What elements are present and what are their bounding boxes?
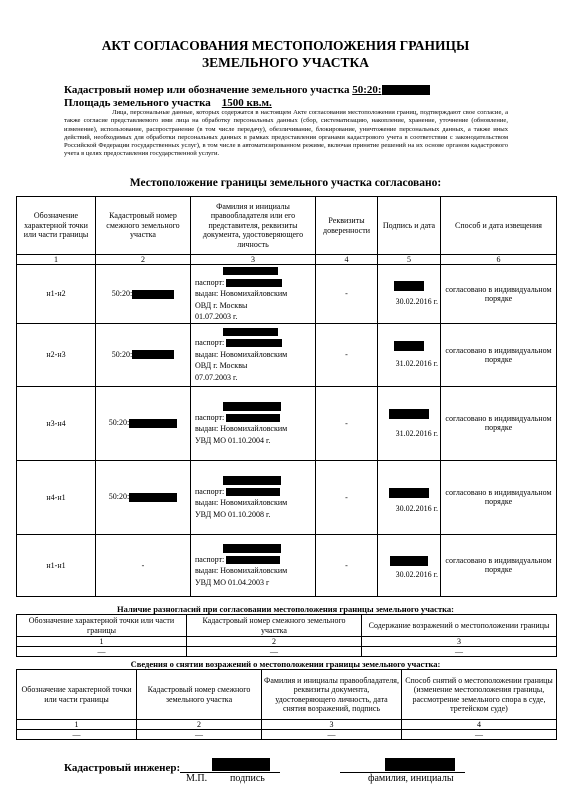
row-owner: паспорт: выдан: Новомихайловским ОВД г. Москвы 07.07.2003 г. [191, 323, 316, 386]
withdrawals-table [16, 669, 557, 740]
withdrawals-heading: Сведения о снятии возражений о местоположении границы земельного участка: [130, 659, 441, 669]
col-number: 4 [402, 720, 557, 730]
empty-dash: — [137, 730, 262, 740]
col-number: 1 [17, 637, 187, 647]
wd-header-method: Способ снятий о местоположении границы (изменение местоположения границы, рассмотрение земельного спора в суде, третейском суде) [402, 670, 557, 720]
col-number: 3 [262, 720, 402, 730]
row-point: н1-н2 [17, 265, 96, 324]
row-cadastral: 50:20: [96, 386, 191, 460]
redaction-box [226, 556, 280, 564]
col-number: 2 [137, 720, 262, 730]
col-number: 3 [362, 637, 557, 647]
col-number: 2 [96, 255, 191, 265]
redaction-box [212, 758, 270, 771]
row-cadastral: 50:20: [96, 323, 191, 386]
redaction-box [226, 279, 282, 287]
col-number: 1 [17, 255, 96, 265]
header-owner: Фамилия и инициалы правообладателя или его представителя, реквизиты документа, удостоверяющего личность [191, 197, 316, 255]
row-cadastral: - [96, 534, 191, 596]
row-point: н2-н3 [17, 323, 96, 386]
row-signature: 31.02.2016 г. [378, 323, 441, 386]
row-cadastral: 50:20: [96, 265, 191, 324]
header-signature: Подпись и дата [378, 197, 441, 255]
redaction-box [223, 402, 281, 411]
row-owner: паспорт: выдан: Новомихайловским УВД МО 01.10.2008 г. [191, 460, 316, 534]
row-attorney: - [316, 323, 378, 386]
row-owner: паспорт: выдан: Новомихайловским ОВД г. Москвы 01.07.2003 г. [191, 265, 316, 324]
agreement-table [16, 196, 557, 597]
row-attorney: - [316, 386, 378, 460]
empty-dash: — [402, 730, 557, 740]
agreed-heading: Местоположение границы земельного участка согласовано: [129, 177, 442, 189]
dis-header-cadastral: Кадастровый номер смежного земельного участка [187, 615, 362, 637]
redaction-box [129, 419, 177, 428]
empty-dash: — [362, 647, 557, 657]
area-label: Площадь земельного участка [64, 97, 211, 109]
area-line [64, 97, 272, 109]
empty-dash: — [17, 647, 187, 657]
wd-header-cadastral: Кадастровый номер смежного земельного участка [137, 670, 262, 720]
row-owner: паспорт: выдан: Новомихайловским УВД МО 01.04.2003 г [191, 534, 316, 596]
header-notice: Способ и дата извещения [441, 197, 557, 255]
redaction-box [132, 290, 174, 299]
redaction-box [223, 328, 278, 336]
dis-header-content: Содержание возражений о местоположении границы [362, 615, 557, 637]
name-label: фамилия, инициалы [368, 773, 454, 784]
redaction-box [389, 409, 429, 419]
cadastral-value: 50:20: [352, 84, 382, 96]
cadastral-number-line [64, 84, 430, 96]
stamp-label: М.П. [186, 773, 208, 784]
wd-header-owner: Фамилия и инициалы правообладателя, реквизиты документа, удостоверяющего личность, дата снятия возражений, подпись [262, 670, 402, 720]
col-number: 6 [441, 255, 557, 265]
redaction-box [389, 488, 429, 498]
redaction-box [223, 267, 278, 275]
dis-header-point: Обозначение характерной точки или части границы [17, 615, 187, 637]
redaction-box [226, 339, 282, 347]
wd-header-point: Обозначение характерной точки или части границы [17, 670, 137, 720]
redaction-box [394, 281, 424, 291]
redaction-box [390, 556, 428, 566]
redaction-box [226, 488, 280, 496]
redaction-box [223, 544, 281, 553]
redaction-box [385, 758, 455, 771]
col-number: 4 [316, 255, 378, 265]
consent-paragraph: Лица, персональные данные, которых содержатся в настоящем Акте согласования местоположения границ, подтверждают свое согласие, а также согласие представляемого ими лица на обработку персональных данных (сбор, систематизацию, накопление, хранение, уточнение (обновление, изменение), использование, распространение (в том числе передачу), обезличивание, блокирование, уничтожение персональных данных, а также иных действий, необходимых для обработки персональных данных в рамках предоставления органами кадастрового учета в соответствии с законодательством Российской Федерации государственных услуг), в том числе в автоматизированном режиме, включая принятие решений на их основе органом кадастрового учета в целях предоставления государственной услуги. [64, 109, 508, 158]
header-attorney: Реквизиты доверенности [316, 197, 378, 255]
row-notice: согласовано в индивидуальном порядке [441, 460, 557, 534]
col-number: 3 [191, 255, 316, 265]
table-row [17, 534, 557, 596]
row-point: н1-н1 [17, 534, 96, 596]
col-number: 5 [378, 255, 441, 265]
area-value: 1500 кв.м. [221, 97, 272, 109]
redaction-box [223, 476, 281, 485]
redaction-box [226, 414, 280, 422]
row-notice: согласовано в индивидуальном порядке [441, 534, 557, 596]
row-owner: паспорт: выдан: Новомихайловским УВД МО 01.10.2004 г. [191, 386, 316, 460]
empty-dash: — [262, 730, 402, 740]
row-attorney: - [316, 265, 378, 324]
header-point: Обозначение характерной точки или части границы [17, 197, 96, 255]
table-row [17, 265, 557, 324]
row-point: н4-н1 [17, 460, 96, 534]
row-attorney: - [316, 534, 378, 596]
signature-label: подпись [230, 773, 265, 784]
disagreements-heading: Наличие разногласий при согласовании местоположения границы земельного участка: [117, 604, 454, 614]
row-signature: 30.02.2016 г. [378, 534, 441, 596]
title-line-1: АКТ СОГЛАСОВАНИЯ МЕСТОПОЛОЖЕНИЯ ГРАНИЦЫ [101, 38, 470, 53]
redaction-box [132, 350, 174, 359]
empty-dash: — [187, 647, 362, 657]
redaction-box [129, 493, 177, 502]
row-signature: 30.02.2016 г. [378, 460, 441, 534]
redaction-box [394, 341, 424, 351]
redaction-box [382, 85, 430, 95]
row-cadastral: 50:20: [96, 460, 191, 534]
col-number: 1 [17, 720, 137, 730]
disagreements-table [16, 614, 557, 657]
header-cadastral: Кадастровый номер смежного земельного участка [96, 197, 191, 255]
table-row [17, 460, 557, 534]
row-point: н3-н4 [17, 386, 96, 460]
row-signature: 30.02.2016 г. [378, 265, 441, 324]
table-row [17, 386, 557, 460]
row-notice: согласовано в индивидуальном порядке [441, 386, 557, 460]
row-notice: согласовано в индивидуальном порядке [441, 265, 557, 324]
table-row [17, 323, 557, 386]
cadastral-label: Кадастровый номер или обозначение земельного участка [64, 84, 350, 96]
row-notice: согласовано в индивидуальном порядке [441, 323, 557, 386]
col-number: 2 [187, 637, 362, 647]
empty-dash: — [17, 730, 137, 740]
title-line-2: ЗЕМЕЛЬНОГО УЧАСТКА [202, 55, 369, 70]
engineer-label: Кадастровый инженер: [64, 762, 181, 774]
row-attorney: - [316, 460, 378, 534]
row-signature: 31.02.2016 г. [378, 386, 441, 460]
